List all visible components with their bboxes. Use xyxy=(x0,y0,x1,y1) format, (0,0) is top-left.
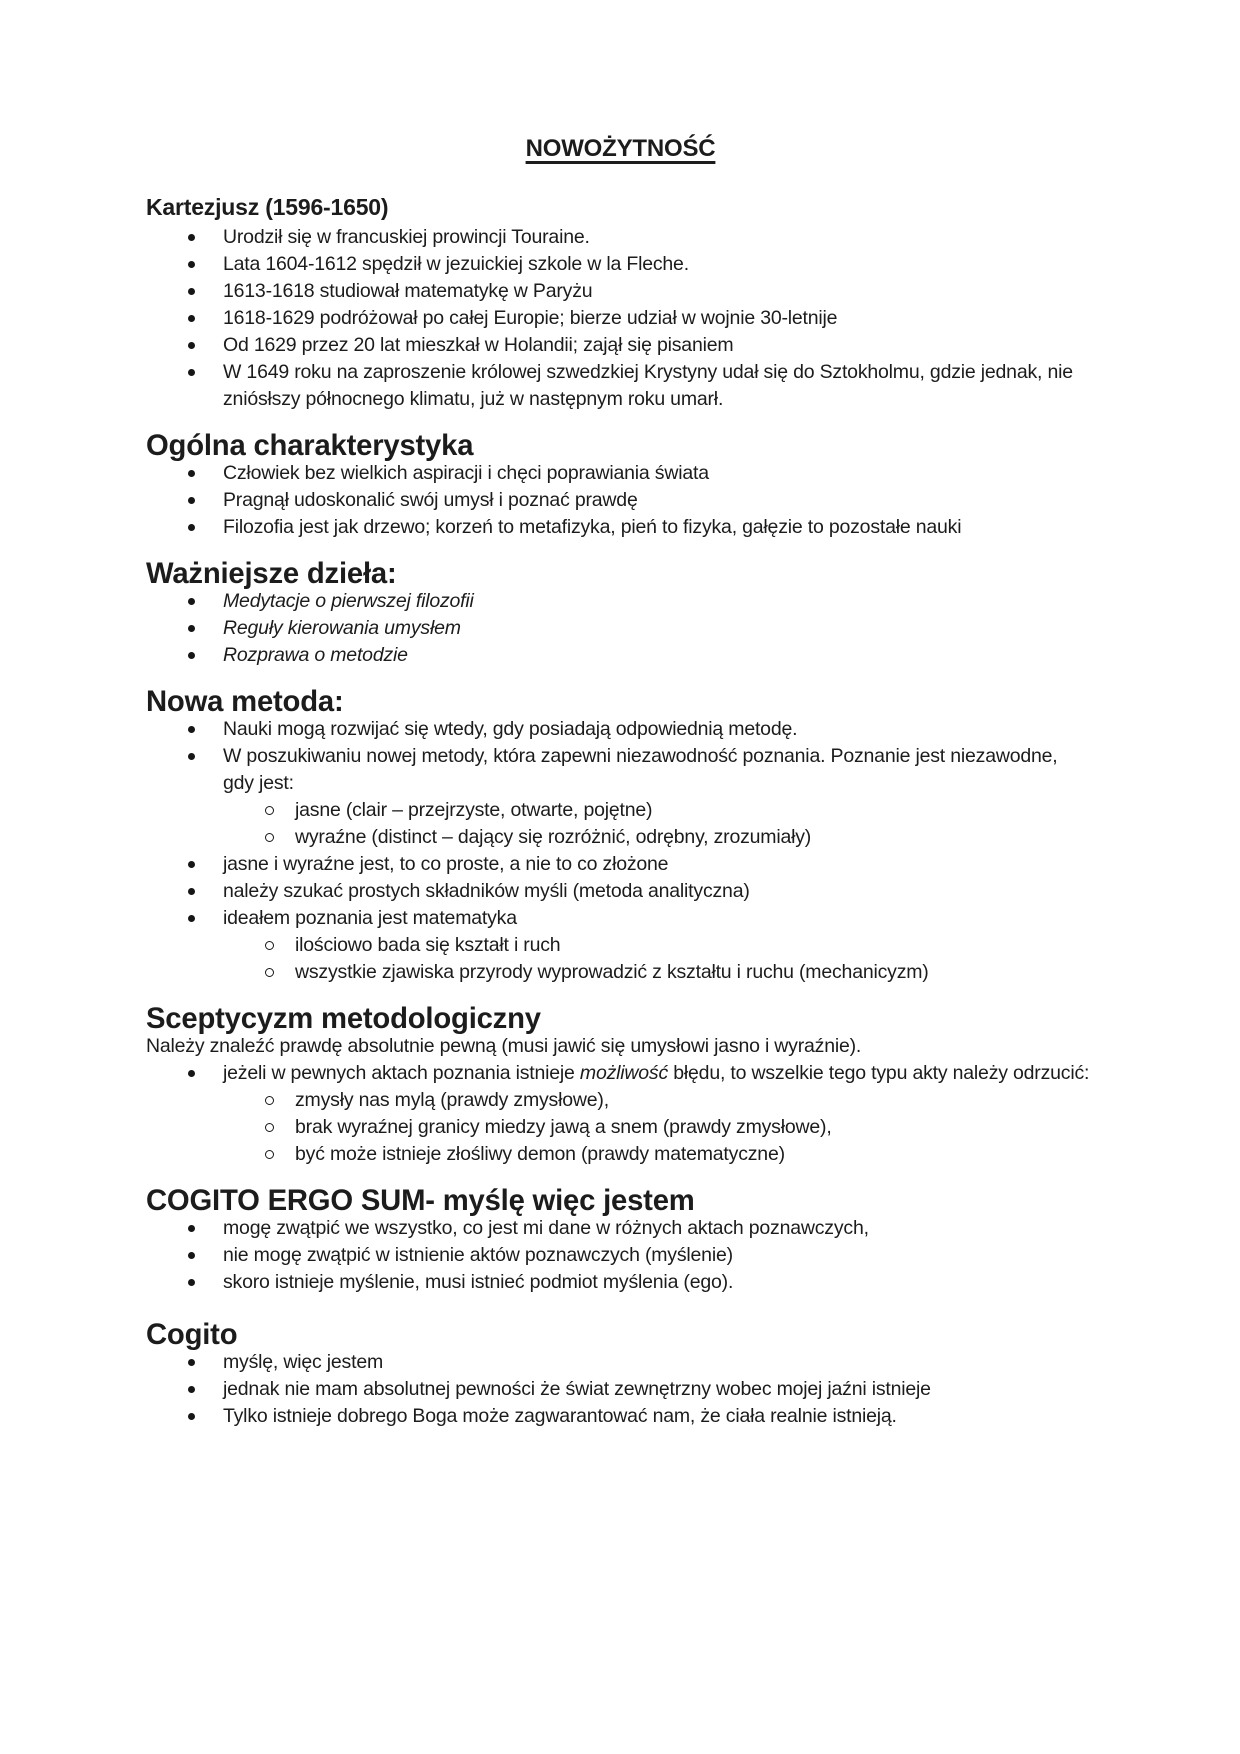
bullet-circle-icon xyxy=(265,1114,295,1141)
bullet-dot-icon xyxy=(188,1242,223,1269)
bullet-item xyxy=(146,224,1125,251)
bullet-text: Człowiek bez wielkich aspiracji i chęci poprawiania świata xyxy=(223,462,709,484)
bullet-item xyxy=(146,716,1125,743)
bullet-dot-icon xyxy=(188,332,223,359)
bullet-item xyxy=(146,1242,1125,1269)
section-heading-metoda: Nowa metoda: xyxy=(146,686,344,718)
bullet-item xyxy=(146,278,1125,305)
bullet-item xyxy=(146,1403,1125,1430)
bullet-dot-icon xyxy=(188,487,223,514)
bullet-text: Filozofia jest jak drzewo; korzeń to metafizyka, pień to fizyka, gałęzie to pozostałe nauki xyxy=(223,516,962,538)
bullet-item xyxy=(146,588,1125,615)
bullet-item xyxy=(146,642,1125,669)
bullet-dot-icon xyxy=(188,224,223,251)
section-heading-dziela: Ważniejsze dzieła: xyxy=(146,558,397,590)
section-heading-cogito-ergo-sum: COGITO ERGO SUM- myślę więc jestem xyxy=(146,1185,695,1217)
bullet-dot-icon xyxy=(188,1403,223,1430)
sub-bullet-text: wszystkie zjawiska przyrody wyprowadzić z kształtu i ruchu (mechanicyzm) xyxy=(295,961,929,983)
sub-bullet-text: zmysły nas mylą (prawdy zmysłowe), xyxy=(295,1089,609,1111)
bullet-dot-icon xyxy=(188,1376,223,1403)
bullet-circle-icon xyxy=(265,959,295,986)
bullet-item xyxy=(146,332,1125,359)
bullet-text xyxy=(223,1060,1125,1087)
bullet-text-italic: możliwość xyxy=(579,1062,669,1084)
bullet-text: ideałem poznania jest matematyka xyxy=(223,907,517,929)
sub-bullet-text: jasne (clair – przejrzyste, otwarte, pojętne) xyxy=(295,799,653,821)
sub-bullet-item xyxy=(146,1114,1125,1141)
bullet-text: Pragnął udoskonalić swój umysł i poznać prawdę xyxy=(223,489,638,511)
bullet-text: Reguły kierowania umysłem xyxy=(223,617,461,639)
bullet-dot-icon xyxy=(188,1269,223,1296)
bullet-text: 1618-1629 podróżował po całej Europie; bierze udział w wojnie 30-letnije xyxy=(223,307,838,329)
bullet-item xyxy=(146,878,1125,905)
bullet-item xyxy=(146,743,1125,797)
sub-bullet-item xyxy=(146,1087,1125,1114)
bullet-item xyxy=(146,1349,1125,1376)
bullet-text: Rozprawa o metodzie xyxy=(223,644,408,666)
bullet-item xyxy=(146,1215,1125,1242)
bullet-text: Urodził się w francuskiej prowincji Touraine. xyxy=(223,226,590,248)
bullet-text: Lata 1604-1612 spędził w jezuickiej szkole w la Fleche. xyxy=(223,253,689,275)
bullet-circle-icon xyxy=(265,824,295,851)
bullet-circle-icon xyxy=(265,1087,295,1114)
bullet-dot-icon xyxy=(188,878,223,905)
bullet-dot-icon xyxy=(188,514,223,541)
bullet-item xyxy=(146,305,1125,332)
bullet-dot-icon xyxy=(188,642,223,669)
bullet-text: W 1649 roku na zaproszenie królowej szwedzkiej Krystyny udał się do Sztokholmu, gdzie jednak, nie zniósłszy północnego klimatu, już w następnym roku umarł. xyxy=(223,361,1073,410)
bullet-text: jednak nie mam absolutnej pewności że świat zewnętrzny wobec mojej jaźni istnieje xyxy=(223,1378,931,1400)
bullet-dot-icon xyxy=(188,588,223,615)
bullet-dot-icon xyxy=(188,743,223,797)
bullet-item xyxy=(146,1269,1125,1296)
section-heading-cogito: Cogito xyxy=(146,1319,238,1351)
bullet-dot-icon xyxy=(188,460,223,487)
bullet-text: Medytacje o pierwszej filozofii xyxy=(223,590,474,612)
bullet-dot-icon xyxy=(188,278,223,305)
bullet-circle-icon xyxy=(265,932,295,959)
bullet-text: mogę zwątpić we wszystko, co jest mi dane w różnych aktach poznawczych, xyxy=(223,1217,869,1239)
bullet-text: myślę, więc jestem xyxy=(223,1351,384,1373)
bullet-text: Od 1629 przez 20 lat mieszkał w Holandii; zajął się pisaniem xyxy=(223,334,734,356)
sub-bullet-text: wyraźne (distinct – dający się rozróżnić, odrębny, zrozumiały) xyxy=(295,826,812,848)
bullet-circle-icon xyxy=(265,1141,295,1168)
bullet-text: należy szukać prostych składników myśli (metoda analityczna) xyxy=(223,880,750,902)
sub-bullet-item xyxy=(146,959,1125,986)
bullet-dot-icon xyxy=(188,359,223,413)
bullet-dot-icon xyxy=(188,905,223,932)
bullet-item xyxy=(146,251,1125,278)
bullet-circle-icon xyxy=(265,797,295,824)
bullet-dot-icon xyxy=(188,305,223,332)
bullet-item xyxy=(146,487,1125,514)
sub-bullet-item xyxy=(146,797,1125,824)
bullet-dot-icon xyxy=(188,1349,223,1376)
bullet-item xyxy=(146,359,1125,413)
bullet-text-suffix: błędu, to wszelkie tego typu akty należy odrzucić: xyxy=(668,1062,1090,1084)
bullet-item xyxy=(146,460,1125,487)
bullet-text: W poszukiwaniu nowej metody, która zapewni niezawodność poznania. Poznanie jest niezawodne, gdy jest: xyxy=(223,745,1058,794)
bullet-text: nie mogę zwątpić w istnienie aktów poznawczych (myślenie) xyxy=(223,1244,733,1266)
document-title: NOWOŻYTNOŚĆ xyxy=(525,135,716,162)
bullet-dot-icon xyxy=(188,716,223,743)
bullet-item xyxy=(146,615,1125,642)
sub-bullet-text: ilościowo bada się kształt i ruch xyxy=(295,934,561,956)
section-heading-kartezjusz: Kartezjusz (1596-1650) xyxy=(146,194,389,220)
bullet-item xyxy=(146,905,1125,932)
bullet-text: 1613-1618 studiował matematykę w Paryżu xyxy=(223,280,593,302)
sub-bullet-item xyxy=(146,1141,1125,1168)
bullet-dot-icon xyxy=(188,251,223,278)
bullet-dot-icon xyxy=(188,1060,223,1087)
sub-bullet-text: być może istnieje złośliwy demon (prawdy matematyczne) xyxy=(295,1143,785,1165)
section-intro: Należy znaleźć prawdę absolutnie pewną (musi jawić się umysłowi jasno i wyraźnie). xyxy=(146,1035,862,1057)
bullet-text: Tylko istnieje dobrego Boga może zagwarantować nam, że ciała realnie istnieją. xyxy=(223,1405,897,1427)
bullet-text: jasne i wyraźne jest, to co proste, a nie to co złożone xyxy=(223,853,669,875)
bullet-text: Nauki mogą rozwijać się wtedy, gdy posiadają odpowiednią metodę. xyxy=(223,718,798,740)
sub-bullet-item xyxy=(146,824,1125,851)
bullet-dot-icon xyxy=(188,851,223,878)
bullet-item xyxy=(146,1376,1125,1403)
sub-bullet-text: brak wyraźnej granicy miedzy jawą a snem (prawdy zmysłowe), xyxy=(295,1116,832,1138)
bullet-dot-icon xyxy=(188,1215,223,1242)
bullet-item xyxy=(146,851,1125,878)
bullet-dot-icon xyxy=(188,615,223,642)
bullet-text: skoro istnieje myślenie, musi istnieć podmiot myślenia (ego). xyxy=(223,1271,734,1293)
bullet-item xyxy=(146,514,1125,541)
bullet-text-prefix: jeżeli w pewnych aktach poznania istnieje xyxy=(223,1062,580,1084)
section-heading-ogolna: Ogólna charakterystyka xyxy=(146,430,474,462)
sub-bullet-item xyxy=(146,932,1125,959)
bullet-item xyxy=(146,1060,1125,1087)
section-heading-sceptycyzm: Sceptycyzm metodologiczny xyxy=(146,1003,541,1035)
